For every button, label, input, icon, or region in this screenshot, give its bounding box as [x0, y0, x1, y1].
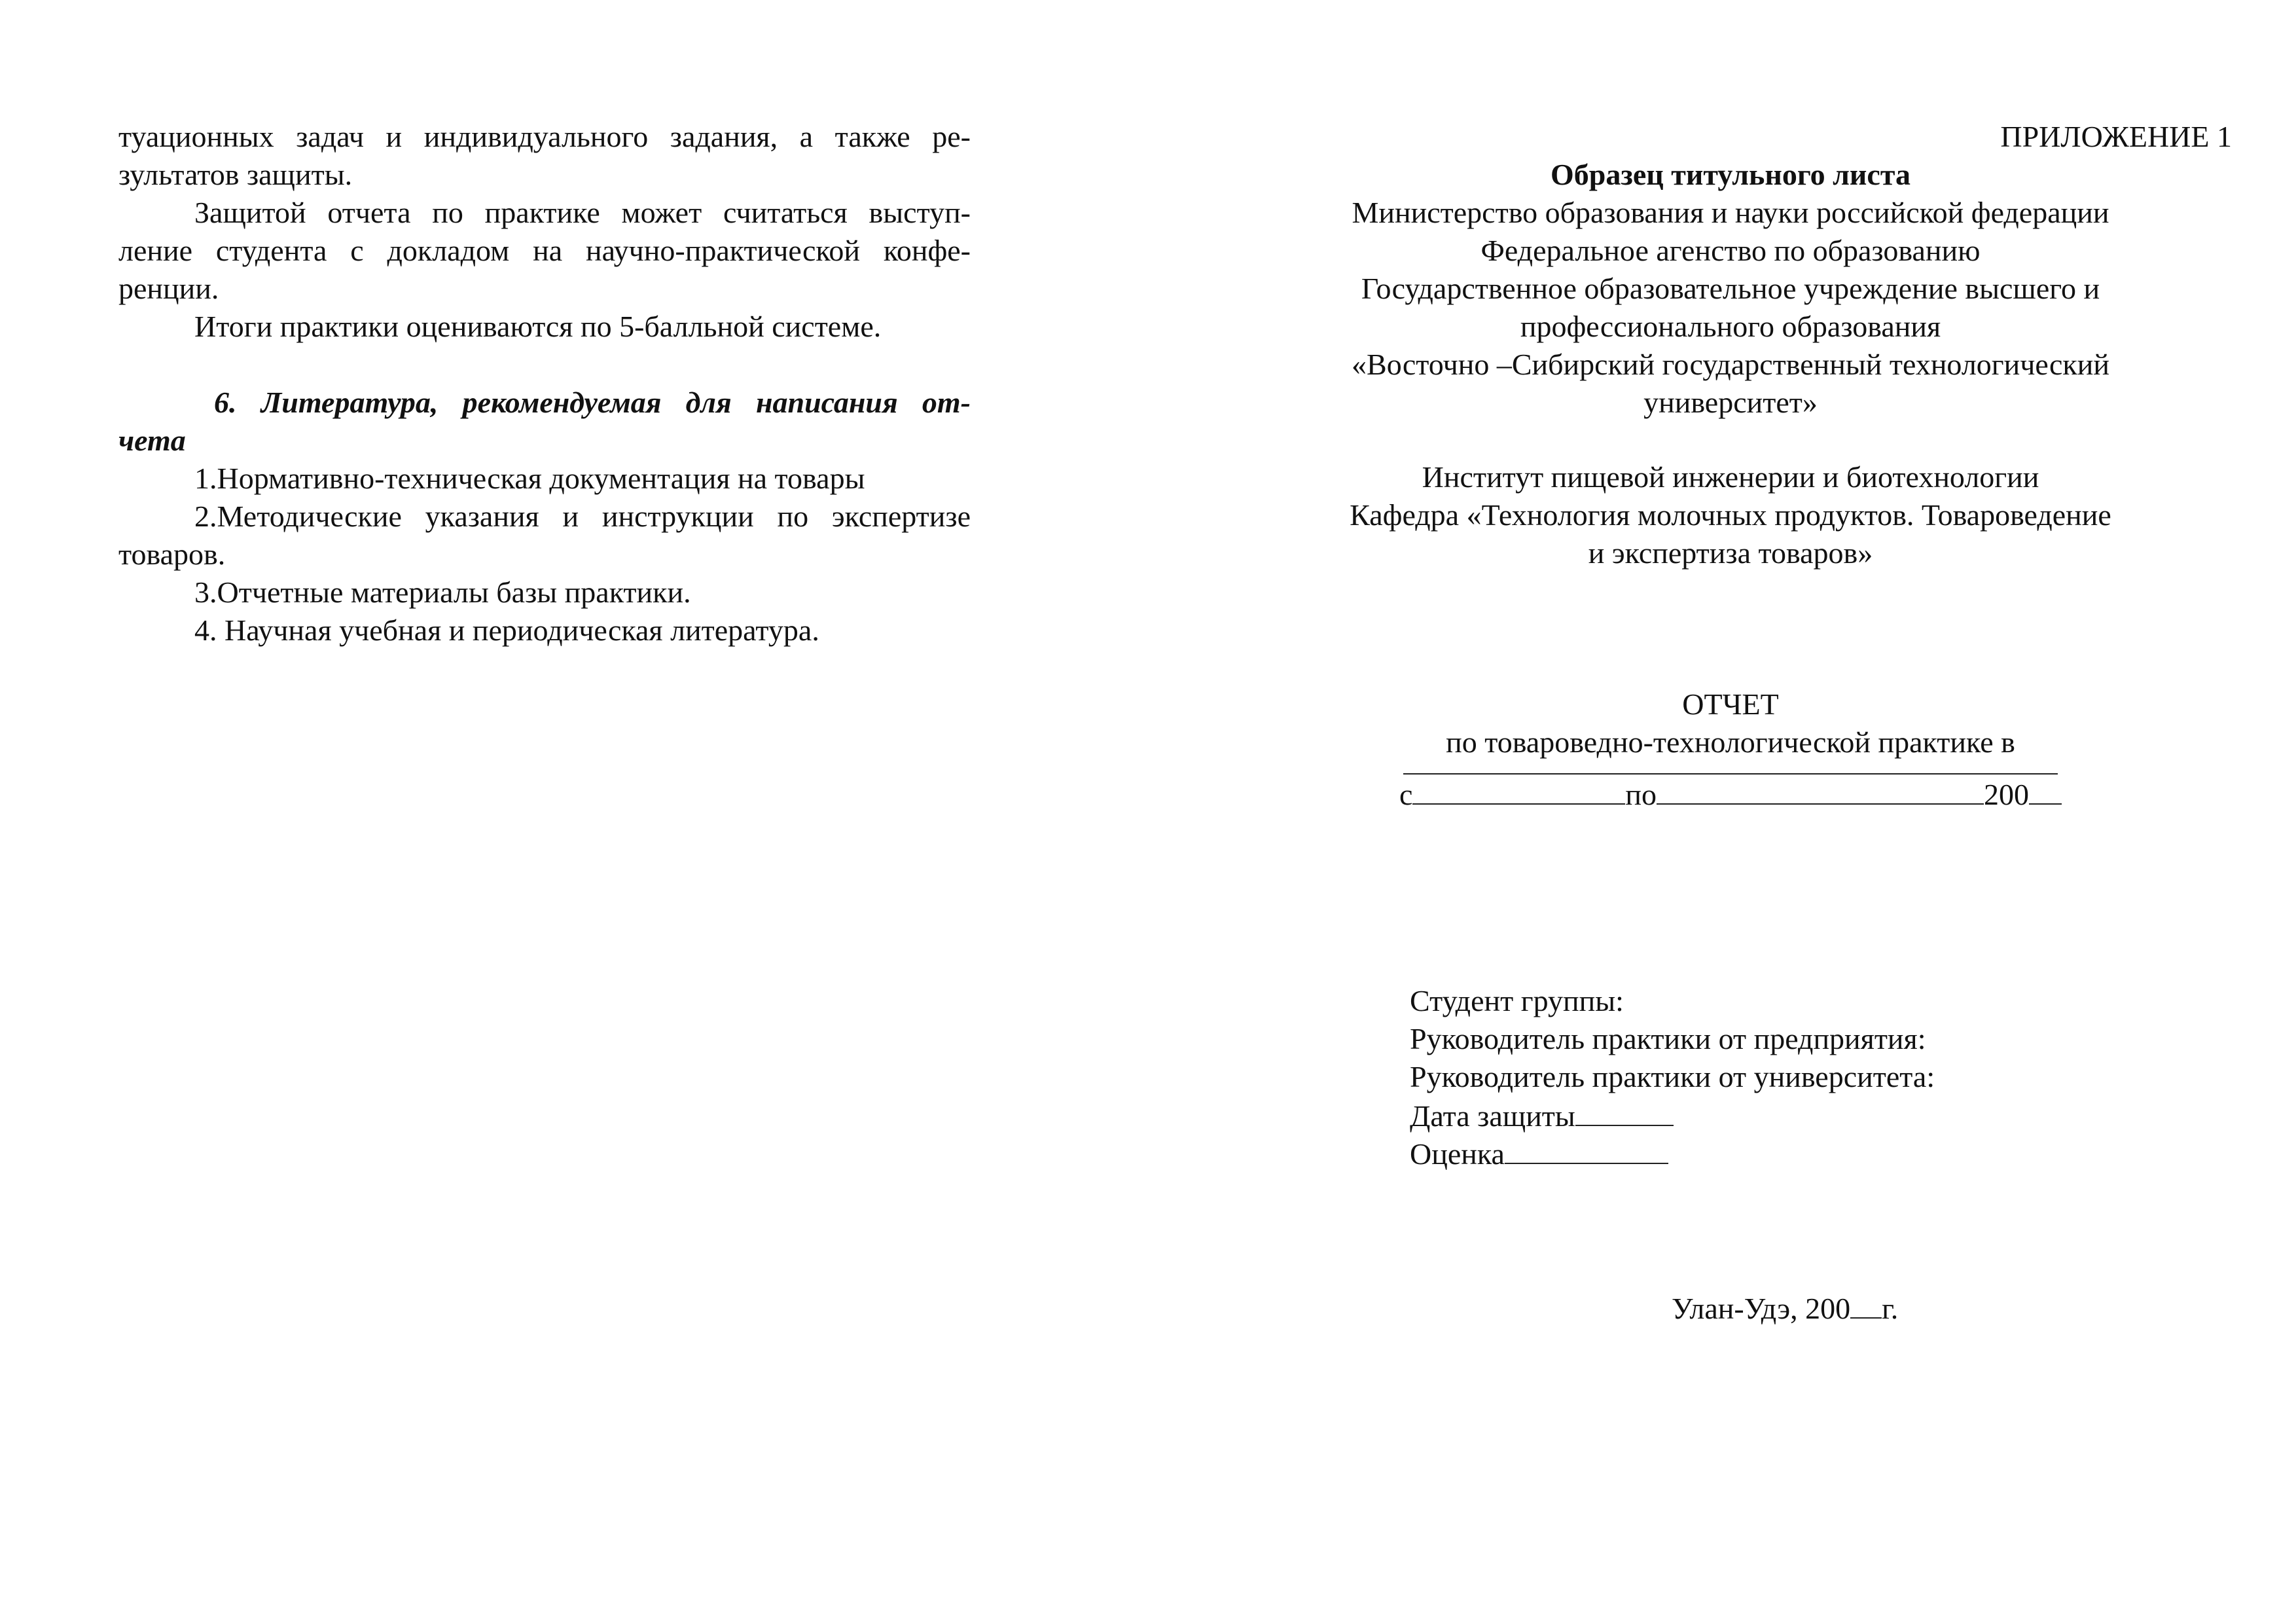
section-heading: 6. Литература, рекомендуемая для написания от- [214, 386, 971, 419]
student-group: Студент группы: [1410, 984, 1624, 1017]
right-page [1148, 0, 2296, 1623]
literature-item: 2.Методические указания и инструкции по экспертизе [194, 500, 971, 533]
year-label: 200 [1984, 778, 2030, 811]
spacer [118, 346, 971, 384]
grade-row [1410, 1134, 1935, 1172]
paragraph-line: туационных задач и индивидуального задания, а также ре- [118, 120, 971, 153]
date-from-blank [1412, 775, 1625, 805]
paragraph-line: Защитой отчета по практике может считаться выступ- [194, 196, 971, 229]
institute-block [1305, 458, 2156, 572]
paragraph-line: ление студента с докладом на научно-практической конфе- [118, 234, 971, 267]
year-suffix-blank [1850, 1288, 1882, 1319]
title-page-header [1305, 156, 2156, 422]
literature-item-continuation: товаров. [118, 538, 226, 571]
ministry-name: Министерство образования и науки российской федерации [1352, 196, 2109, 229]
department-line: Кафедра «Технология молочных продуктов. Товароведение [1350, 498, 2111, 532]
literature-item: 4. Научная учебная и периодическая литература. [194, 613, 819, 647]
date-to-label: по [1625, 778, 1657, 811]
sample-title: Образец титульного листа [1551, 158, 1910, 191]
university-line: «Восточно –Сибирский государственный технологический [1352, 348, 2109, 381]
institute-name: Институт пищевой инженерии и биотехнологии [1422, 460, 2039, 494]
agency-name: Федеральное агенство по образованию [1480, 234, 1981, 267]
department-line: и экспертиза товаров» [1588, 536, 1873, 570]
paragraph-line: Итоги практики оцениваются по 5-балльной системе. [194, 310, 882, 343]
supervisor-enterprise: Руководитель практики от предприятия: [1410, 1022, 1926, 1055]
literature-item: 1.Нормативно-техническая документация на товары [194, 462, 865, 495]
left-text-column [118, 118, 971, 649]
supervisor-university: Руководитель практики от университета: [1410, 1060, 1935, 1093]
report-subtitle: по товароведно-технологической практике в [1446, 725, 2015, 759]
institution-line: профессионального образования [1520, 310, 1941, 343]
defense-date-label: Дата защиты [1410, 1099, 1575, 1133]
date-to-blank [1657, 775, 1984, 805]
grade-label: Оценка [1410, 1137, 1505, 1171]
institution-line: Государственное образовательное учреждение высшего и [1361, 272, 2100, 305]
report-block [1305, 685, 2156, 812]
grade-blank [1505, 1134, 1668, 1164]
defense-date-row [1410, 1096, 1935, 1134]
defense-date-blank [1575, 1096, 1674, 1126]
practice-dates [1305, 775, 2156, 812]
paragraph-line: зультатов защиты. [118, 158, 353, 191]
city-year-line [1672, 1288, 1898, 1328]
city-year-suffix: г. [1882, 1292, 1899, 1325]
report-title: ОТЧЕТ [1682, 687, 1779, 721]
appendix-label: ПРИЛОЖЕНИЕ 1 [2000, 120, 2232, 153]
paragraph-line: ренции. [118, 272, 219, 305]
student-info-block [1410, 982, 1935, 1172]
year-blank [2029, 775, 2062, 805]
city-year-prefix: Улан-Удэ, 200 [1672, 1292, 1851, 1325]
date-from-label: с [1399, 778, 1413, 811]
university-line: университет» [1643, 386, 1818, 419]
literature-item: 3.Отчетные материалы базы практики. [194, 575, 691, 609]
section-heading-continuation: чета [118, 424, 186, 457]
